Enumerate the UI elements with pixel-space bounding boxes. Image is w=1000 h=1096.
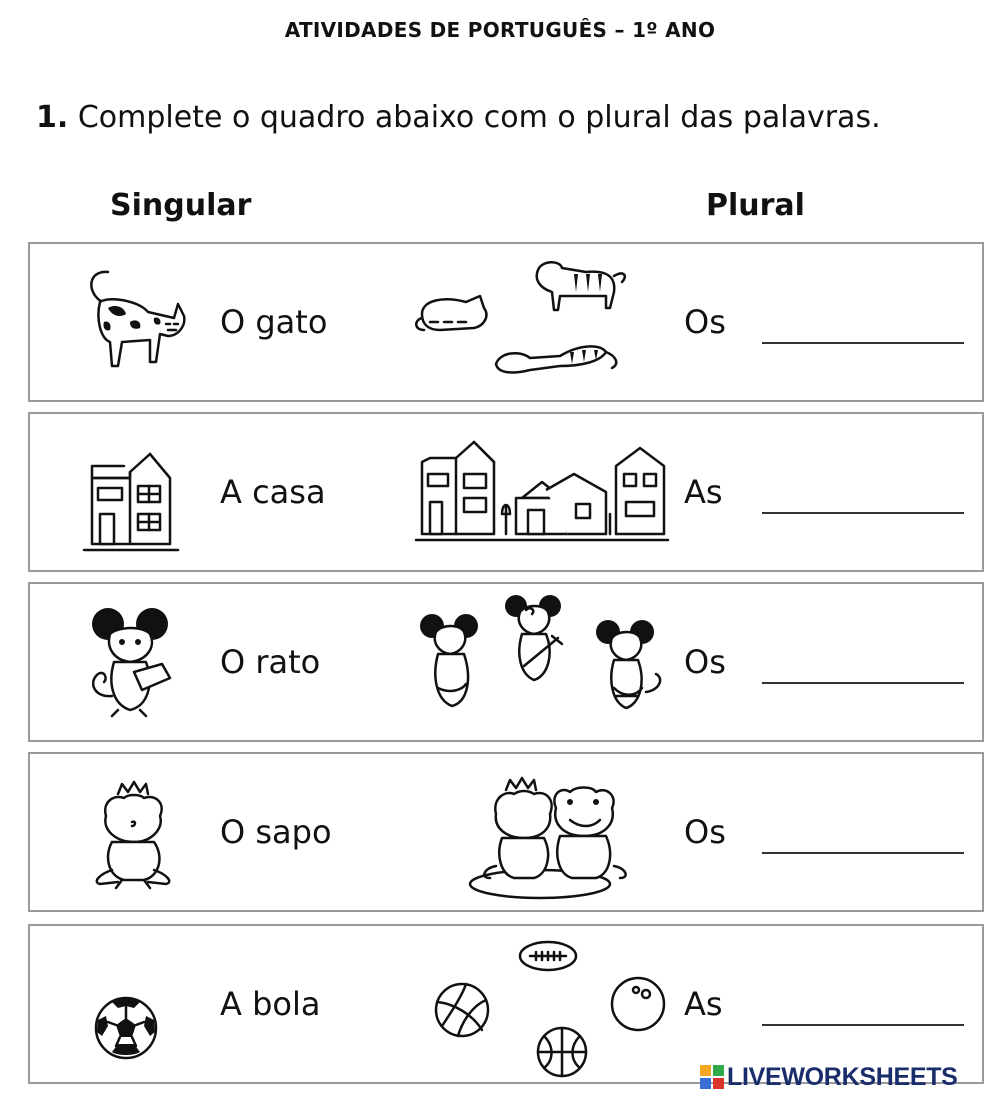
- cats-icon: [410, 252, 670, 397]
- plural-answer-input[interactable]: [762, 820, 964, 854]
- house-icon: [78, 432, 188, 552]
- instruction-text: Complete o quadro abaixo com o plural das palavras.: [77, 100, 881, 135]
- houses-icon: [410, 422, 670, 567]
- mouse-icon: [78, 602, 188, 722]
- word-row: [28, 924, 984, 1084]
- plural-article: Os: [684, 303, 726, 341]
- word-row: [28, 752, 984, 912]
- word-row: [28, 582, 984, 742]
- word-row: [28, 412, 984, 572]
- liveworksheets-logo-icon: [700, 1065, 724, 1089]
- column-header-singular: Singular: [110, 188, 252, 223]
- soccer-ball-icon: [78, 944, 188, 1064]
- plural-answer-input[interactable]: [762, 480, 964, 514]
- singular-word: A bola: [220, 985, 321, 1023]
- singular-word: O rato: [220, 643, 321, 681]
- plural-answer-input[interactable]: [762, 992, 964, 1026]
- plural-article: Os: [684, 813, 726, 851]
- column-header-plural: Plural: [706, 188, 805, 223]
- word-row: [28, 242, 984, 402]
- instruction-number: 1.: [36, 100, 69, 135]
- singular-word: O sapo: [220, 813, 332, 851]
- singular-word: A casa: [220, 473, 326, 511]
- mice-icon: [410, 592, 670, 737]
- frog-icon: [78, 772, 188, 892]
- cat-icon: [78, 262, 188, 382]
- plural-answer-input[interactable]: [762, 310, 964, 344]
- liveworksheets-text: LIVEWORKSHEETS: [727, 1062, 958, 1091]
- singular-word: O gato: [220, 303, 328, 341]
- worksheet-title: ATIVIDADES DE PORTUGUÊS – 1º ANO: [284, 18, 716, 42]
- plural-article: As: [684, 473, 723, 511]
- plural-answer-input[interactable]: [762, 650, 964, 684]
- balls-icon: [410, 934, 670, 1079]
- frogs-icon: [410, 762, 670, 907]
- plural-article: As: [684, 985, 723, 1023]
- plural-article: Os: [684, 643, 726, 681]
- liveworksheets-branding: [700, 1062, 996, 1092]
- instruction: [36, 100, 881, 135]
